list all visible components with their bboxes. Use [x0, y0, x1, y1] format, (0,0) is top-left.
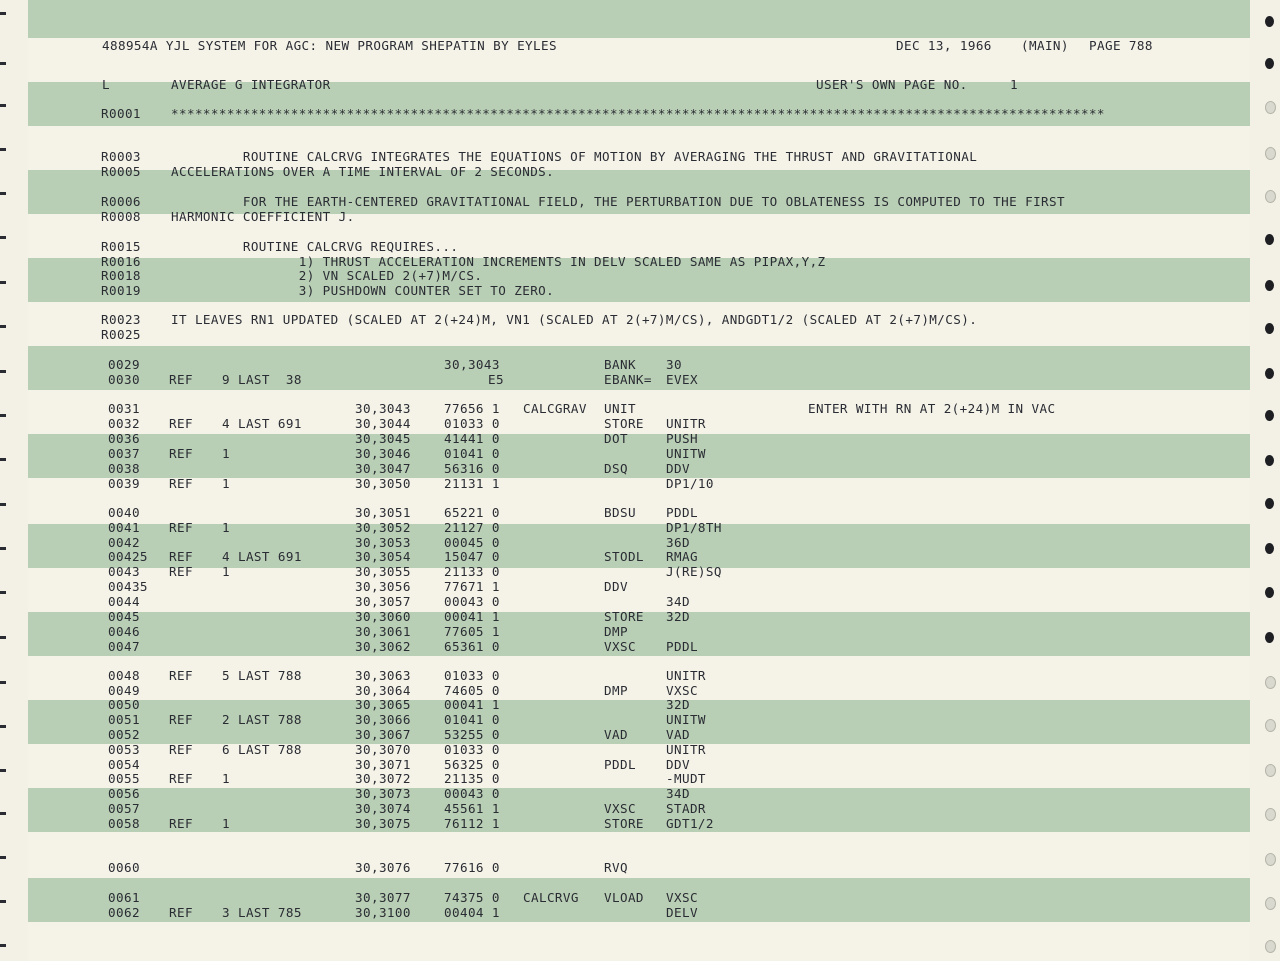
ref-info: 5 LAST 788	[222, 668, 302, 683]
line-number: 0048	[108, 668, 140, 683]
print-mode: (MAIN)	[1021, 38, 1069, 53]
address: 30,3050	[355, 476, 411, 491]
address: 30,3066	[355, 712, 411, 727]
comment-text: FOR THE EARTH-CENTERED GRAVITATIONAL FIELD, THE PERTURBATION DUE TO OBLATENESS IS COMPUTED TO THE FIRST	[171, 194, 1065, 209]
ref-marker: REF	[169, 446, 193, 461]
edge-mark	[0, 148, 6, 151]
opcode: RVQ	[604, 860, 628, 875]
edge-mark	[0, 591, 6, 594]
line-number: 0030	[108, 372, 140, 387]
opcode: DSQ	[604, 461, 628, 476]
comment-text: ACCELERATIONS OVER A TIME INTERVAL OF 2 SECONDS.	[171, 164, 555, 179]
operand: RMAG	[666, 549, 698, 564]
line-number: 0039	[108, 476, 140, 491]
comment-text: 2) VN SCALED 2(+7)M/CS.	[171, 268, 483, 283]
ref-info: 6 LAST 788	[222, 742, 302, 757]
ref-info: 1	[222, 771, 230, 786]
ref-marker: REF	[169, 520, 193, 535]
opcode: DOT	[604, 431, 628, 446]
ref-marker: REF	[169, 416, 193, 431]
octal-word: 21127 0	[444, 520, 500, 535]
greenbar-band	[28, 0, 1250, 38]
greenbar-band	[28, 700, 1250, 744]
address: 30,3047	[355, 461, 411, 476]
operand: PUSH	[666, 431, 698, 446]
tractor-hole	[1265, 16, 1274, 27]
operand: UNITR	[666, 668, 706, 683]
operand: -MUDT	[666, 771, 706, 786]
ref-info: 2 LAST 788	[222, 712, 302, 727]
edge-mark	[0, 281, 6, 284]
operand: 32D	[666, 609, 690, 624]
line-number: 0046	[108, 624, 140, 639]
tractor-hole	[1265, 190, 1276, 203]
address: 30,3072	[355, 771, 411, 786]
octal-word: 00404 1	[444, 905, 500, 920]
opcode: PDDL	[604, 757, 636, 772]
tractor-hole	[1265, 764, 1276, 777]
ref-marker: REF	[169, 905, 193, 920]
comment-line-id: R0023	[101, 312, 141, 327]
comment-text: IT LEAVES RN1 UPDATED (SCALED AT 2(+24)M, VN1 (SCALED AT 2(+7)M/CS), ANDGDT1/2 (SCALED AT 2(+7)M/CS).	[171, 312, 978, 327]
operand: 34D	[666, 594, 690, 609]
ref-info: 3 LAST 785	[222, 905, 302, 920]
comment-text: *********************************************************************************************************************	[171, 106, 1105, 121]
octal-word: E5	[488, 372, 504, 387]
address: 30,3052	[355, 520, 411, 535]
opcode: STODL	[604, 549, 644, 564]
tractor-hole	[1265, 147, 1276, 160]
tractor-hole	[1265, 940, 1276, 953]
operand: EVEX	[666, 372, 698, 387]
operand: 32D	[666, 697, 690, 712]
ref-marker: REF	[169, 476, 193, 491]
octal-word: 01033 0	[444, 668, 500, 683]
ref-info: 1	[222, 520, 230, 535]
octal-word: 00043 0	[444, 786, 500, 801]
edge-mark	[0, 812, 6, 815]
ref-marker: REF	[169, 549, 193, 564]
comment-line-id: R0006	[101, 194, 141, 209]
address: 30,3044	[355, 416, 411, 431]
operand: PDDL	[666, 639, 698, 654]
line-number: 0031	[108, 401, 140, 416]
octal-word: 01041 0	[444, 446, 500, 461]
opcode: STORE	[604, 816, 644, 831]
tractor-hole	[1265, 498, 1274, 509]
code-label: CALCRVG	[523, 890, 579, 905]
comment-text: HARMONIC COEFFICIENT J.	[171, 209, 355, 224]
line-number: 0054	[108, 757, 140, 772]
section-title: AVERAGE G INTEGRATOR	[171, 77, 331, 92]
line-number: 0044	[108, 594, 140, 609]
tractor-hole	[1265, 410, 1274, 421]
operand: DDV	[666, 461, 690, 476]
ref-info: 4 LAST 691	[222, 549, 302, 564]
tractor-hole	[1265, 101, 1276, 114]
octal-word: 76112 1	[444, 816, 500, 831]
address: 30,3100	[355, 905, 411, 920]
octal-word: 00045 0	[444, 535, 500, 550]
listing-letter: L	[102, 77, 110, 92]
ref-info: 1	[222, 476, 230, 491]
opcode: DMP	[604, 624, 628, 639]
octal-word: 65361 0	[444, 639, 500, 654]
edge-mark	[0, 636, 6, 639]
address: 30,3076	[355, 860, 411, 875]
opcode: BDSU	[604, 505, 636, 520]
edge-mark	[0, 12, 6, 15]
operand: DP1/8TH	[666, 520, 722, 535]
code-comment: ENTER WITH RN AT 2(+24)M IN VAC	[808, 401, 1056, 416]
ref-marker: REF	[169, 668, 193, 683]
ref-info: 4 LAST 691	[222, 416, 302, 431]
operand: UNITW	[666, 446, 706, 461]
ref-marker: REF	[169, 564, 193, 579]
tractor-hole	[1265, 632, 1274, 643]
line-number: 0032	[108, 416, 140, 431]
octal-word: 21131 1	[444, 476, 500, 491]
tractor-hole	[1265, 853, 1276, 866]
octal-word: 21135 0	[444, 771, 500, 786]
octal-word: 74605 0	[444, 683, 500, 698]
opcode: DDV	[604, 579, 628, 594]
octal-word: 45561 1	[444, 801, 500, 816]
comment-line-id: R0018	[101, 268, 141, 283]
comment-line-id: R0019	[101, 283, 141, 298]
octal-word: 74375 0	[444, 890, 500, 905]
address: 30,3067	[355, 727, 411, 742]
edge-mark	[0, 414, 6, 417]
operand: DP1/10	[666, 476, 714, 491]
tractor-hole	[1265, 323, 1274, 334]
opcode: UNIT	[604, 401, 636, 416]
line-number: 0043	[108, 564, 140, 579]
line-number: 0053	[108, 742, 140, 757]
operand: PDDL	[666, 505, 698, 520]
operand: DDV	[666, 757, 690, 772]
comment-text: 1) THRUST ACCELERATION INCREMENTS IN DELV SCALED SAME AS PIPAX,Y,Z	[171, 254, 826, 269]
line-number: 0041	[108, 520, 140, 535]
octal-word: 65221 0	[444, 505, 500, 520]
print-date: DEC 13, 1966	[896, 38, 992, 53]
tractor-hole	[1265, 676, 1276, 689]
comment-line-id: R0003	[101, 149, 141, 164]
edge-mark	[0, 503, 6, 506]
octal-word: 00041 1	[444, 697, 500, 712]
line-number: 0036	[108, 431, 140, 446]
line-number: 0058	[108, 816, 140, 831]
octal-word: 01033 0	[444, 742, 500, 757]
line-number: 0061	[108, 890, 140, 905]
octal-word: 56316 0	[444, 461, 500, 476]
opcode: VXSC	[604, 801, 636, 816]
greenbar-band	[28, 434, 1250, 478]
operand: GDT1/2	[666, 816, 714, 831]
address: 30,3073	[355, 786, 411, 801]
octal-word: 77656 1	[444, 401, 500, 416]
octal-word: 00041 1	[444, 609, 500, 624]
users-page-number: 1	[1010, 77, 1018, 92]
edge-mark	[0, 62, 6, 65]
address: 30,3046	[355, 446, 411, 461]
edge-mark	[0, 725, 6, 728]
operand: J(RE)SQ	[666, 564, 722, 579]
line-number: 0057	[108, 801, 140, 816]
line-number: 0052	[108, 727, 140, 742]
edge-mark	[0, 944, 6, 947]
address: 30,3075	[355, 816, 411, 831]
line-number: 0051	[108, 712, 140, 727]
operand: 34D	[666, 786, 690, 801]
address: 30,3054	[355, 549, 411, 564]
opcode: STORE	[604, 416, 644, 431]
octal-word: 56325 0	[444, 757, 500, 772]
operand: DELV	[666, 905, 698, 920]
address: 30,3063	[355, 668, 411, 683]
opcode: STORE	[604, 609, 644, 624]
edge-mark	[0, 547, 6, 550]
operand: UNITW	[666, 712, 706, 727]
address: 30,3060	[355, 609, 411, 624]
tractor-hole	[1265, 455, 1274, 466]
comment-line-id: R0005	[101, 164, 141, 179]
octal-word: 77616 0	[444, 860, 500, 875]
octal-word: 53255 0	[444, 727, 500, 742]
edge-mark	[0, 856, 6, 859]
line-number: 0062	[108, 905, 140, 920]
comment-line-id: R0008	[101, 209, 141, 224]
line-number: 0037	[108, 446, 140, 461]
line-number: 0056	[108, 786, 140, 801]
address: 30,3056	[355, 579, 411, 594]
address: 30,3043	[355, 401, 411, 416]
opcode: VAD	[604, 727, 628, 742]
octal-word: 77605 1	[444, 624, 500, 639]
line-number: 0049	[108, 683, 140, 698]
ref-marker: REF	[169, 712, 193, 727]
ref-marker: REF	[169, 816, 193, 831]
page-number: PAGE 788	[1089, 38, 1153, 53]
line-number: 0042	[108, 535, 140, 550]
octal-word: 77671 1	[444, 579, 500, 594]
opcode: EBANK=	[604, 372, 652, 387]
operand: VXSC	[666, 890, 698, 905]
address: 30,3070	[355, 742, 411, 757]
ref-marker: REF	[169, 372, 193, 387]
octal-word: 15047 0	[444, 549, 500, 564]
tractor-hole	[1265, 897, 1276, 910]
ref-info: 1	[222, 564, 230, 579]
ref-info: 9 LAST 38	[222, 372, 302, 387]
line-number: 0045	[108, 609, 140, 624]
address: 30,3074	[355, 801, 411, 816]
ref-info: 1	[222, 816, 230, 831]
edge-mark	[0, 900, 6, 903]
line-number: 0047	[108, 639, 140, 654]
opcode: BANK	[604, 357, 636, 372]
tractor-hole	[1265, 543, 1274, 554]
job-header: 488954A YJL SYSTEM FOR AGC: NEW PROGRAM SHEPATIN BY EYLES	[102, 38, 557, 53]
address: 30,3055	[355, 564, 411, 579]
octal-word: 00043 0	[444, 594, 500, 609]
address: 30,3071	[355, 757, 411, 772]
left-tractor-margin	[0, 0, 28, 961]
line-number: 0038	[108, 461, 140, 476]
users-page-label: USER'S OWN PAGE NO.	[816, 77, 968, 92]
octal-word: 01041 0	[444, 712, 500, 727]
edge-mark	[0, 325, 6, 328]
address: 30,3065	[355, 697, 411, 712]
address: 30,3057	[355, 594, 411, 609]
operand: UNITR	[666, 742, 706, 757]
tractor-hole	[1265, 368, 1274, 379]
operand: STADR	[666, 801, 706, 816]
edge-mark	[0, 236, 6, 239]
address: 30,3051	[355, 505, 411, 520]
address: 30,3061	[355, 624, 411, 639]
line-number: 00425	[108, 549, 148, 564]
tractor-hole	[1265, 234, 1274, 245]
address: 30,3062	[355, 639, 411, 654]
line-number: 0029	[108, 357, 140, 372]
octal-word: 41441 0	[444, 431, 500, 446]
edge-mark	[0, 370, 6, 373]
comment-line-id: R0016	[101, 254, 141, 269]
tractor-hole	[1265, 58, 1274, 69]
ref-marker: REF	[169, 742, 193, 757]
opcode: VXSC	[604, 639, 636, 654]
tractor-hole	[1265, 280, 1274, 291]
operand: UNITR	[666, 416, 706, 431]
octal-word: 21133 0	[444, 564, 500, 579]
operand: VAD	[666, 727, 690, 742]
tractor-hole	[1265, 808, 1276, 821]
ref-marker: REF	[169, 771, 193, 786]
comment-line-id: R0001	[101, 106, 141, 121]
line-number: 0050	[108, 697, 140, 712]
comment-line-id: R0015	[101, 239, 141, 254]
edge-mark	[0, 458, 6, 461]
comment-text: 3) PUSHDOWN COUNTER SET TO ZERO.	[171, 283, 555, 298]
octal-word: 01033 0	[444, 416, 500, 431]
line-number: 0055	[108, 771, 140, 786]
line-number: 0040	[108, 505, 140, 520]
line-number: 00435	[108, 579, 148, 594]
comment-text: ROUTINE CALCRVG REQUIRES...	[171, 239, 459, 254]
address: 30,3077	[355, 890, 411, 905]
operand: 36D	[666, 535, 690, 550]
edge-mark	[0, 192, 6, 195]
address: 30,3064	[355, 683, 411, 698]
tractor-hole	[1265, 719, 1276, 732]
code-label: CALCGRAV	[523, 401, 587, 416]
comment-line-id: R0025	[101, 327, 141, 342]
edge-mark	[0, 104, 6, 107]
line-number: 0060	[108, 860, 140, 875]
comment-text: ROUTINE CALCRVG INTEGRATES THE EQUATIONS OF MOTION BY AVERAGING THE THRUST AND GRAVITATIONAL	[171, 149, 978, 164]
edge-mark	[0, 681, 6, 684]
octal-word: 30,3043	[444, 357, 500, 372]
operand: VXSC	[666, 683, 698, 698]
operand: 30	[666, 357, 682, 372]
address: 30,3053	[355, 535, 411, 550]
tractor-hole	[1265, 587, 1274, 598]
opcode: DMP	[604, 683, 628, 698]
ref-info: 1	[222, 446, 230, 461]
edge-mark	[0, 769, 6, 772]
address: 30,3045	[355, 431, 411, 446]
opcode: VLOAD	[604, 890, 644, 905]
